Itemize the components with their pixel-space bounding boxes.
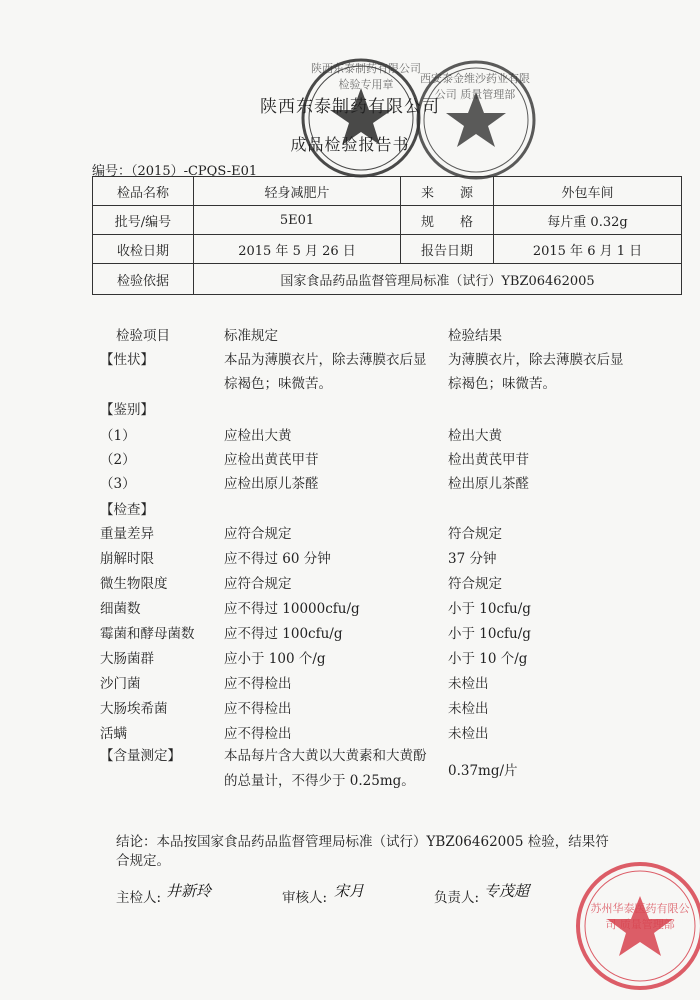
label-cell: 规 格	[401, 206, 494, 235]
value-cell: 5E01	[194, 206, 401, 235]
result-item: 大肠菌群	[100, 651, 154, 667]
stamp2-text: 西安泰金维沙药业有限公司 质量管理部	[420, 72, 530, 101]
result-value: 检出原儿茶醛	[448, 476, 529, 492]
result-item: 活螨	[100, 726, 127, 742]
result-value: 符合规定	[448, 576, 502, 592]
inspector-label: 主检人:	[116, 890, 162, 906]
basis-value: 国家食品药品监督管理局标准（试行）YBZ06462005	[194, 264, 682, 295]
result-standard: 应不得过 100cfu/g	[224, 626, 343, 642]
result-standard: 应不得过 10000cfu/g	[224, 601, 360, 617]
result-standard: 应不得检出	[224, 726, 292, 742]
value-cell: 外包车间	[494, 177, 682, 206]
header-result: 检验结果	[448, 328, 502, 344]
stamp3-text: 苏州华泰医药有限公司 质量管理部	[590, 902, 690, 931]
result-value: 符合规定	[448, 526, 502, 542]
result-standard: 应不得检出	[224, 676, 292, 692]
result-value: 棕褐色；味微苦。	[448, 376, 556, 392]
label-cell: 来 源	[401, 177, 494, 206]
report-title: 成品检验报告书	[290, 135, 410, 154]
result-value: 未检出	[448, 676, 489, 692]
result-value: 为薄膜衣片，除去薄膜衣后显	[448, 352, 624, 368]
table-row	[93, 264, 682, 295]
stamp1-text: 陕西东泰制药有限公司 检验专用章	[311, 62, 421, 91]
result-item: 崩解时限	[100, 551, 154, 567]
result-standard: 应不得检出	[224, 701, 292, 717]
conclusion-line1: 结论：本品按国家食品药品监督管理局标准（试行）YBZ06462005 检验，结果符	[116, 834, 609, 850]
result-item: （3）	[100, 476, 136, 492]
basis-label: 检验依据	[93, 264, 194, 295]
result-standard: 棕褐色；味微苦。	[224, 376, 332, 392]
label-cell: 收检日期	[93, 235, 194, 264]
table-row	[93, 177, 682, 206]
result-item: 【性状】	[100, 352, 154, 368]
label-cell: 检品名称	[93, 177, 194, 206]
header-standard: 标准规定	[224, 328, 278, 344]
value-cell: 每片重 0.32g	[494, 206, 682, 235]
inspector-signature: 井新玲	[166, 882, 212, 900]
conclusion-line2: 合规定。	[116, 853, 170, 869]
document-number: 编号：（2015）-CPQS-E01	[92, 164, 258, 179]
result-standard: 应检出原儿茶醛	[224, 476, 319, 492]
label-cell: 报告日期	[401, 235, 494, 264]
result-value: 检出大黄	[448, 428, 502, 444]
reviewer-signature: 宋月	[334, 882, 365, 900]
value-cell: 轻身减肥片	[194, 177, 401, 206]
result-standard: 应不得过 60 分钟	[224, 551, 331, 567]
result-standard: 应检出大黄	[224, 428, 292, 444]
result-value: 小于 10 个/g	[448, 651, 528, 667]
product-info-table	[92, 176, 682, 295]
header-item: 检验项目	[116, 328, 170, 344]
result-value: 小于 10cfu/g	[448, 626, 531, 642]
result-item: 霉菌和酵母菌数	[100, 626, 195, 642]
result-value: 37 分钟	[448, 551, 497, 567]
result-value: 未检出	[448, 701, 489, 717]
assay-standard-2: 的总量计，不得少于 0.25mg。	[224, 773, 415, 789]
result-item: （1）	[100, 428, 136, 444]
company-name: 陕西东泰制药有限公司	[260, 97, 440, 117]
result-item: 【检查】	[100, 502, 154, 518]
table-row	[93, 235, 682, 264]
label-cell: 批号/编号	[93, 206, 194, 235]
result-standard: 应小于 100 个/g	[224, 651, 326, 667]
result-item: 沙门菌	[100, 676, 141, 692]
assay-standard-1: 本品每片含大黄以大黄素和大黄酚	[224, 748, 427, 764]
result-item: 重量差异	[100, 526, 154, 542]
result-standard: 本品为薄膜衣片，除去薄膜衣后显	[224, 352, 427, 368]
value-cell: 2015 年 6 月 1 日	[494, 235, 682, 264]
table-row	[93, 206, 682, 235]
reviewer-label: 审核人:	[282, 890, 328, 906]
result-standard: 应符合规定	[224, 576, 292, 592]
responsible-label: 负责人:	[434, 890, 480, 906]
result-value: 小于 10cfu/g	[448, 601, 531, 617]
result-value: 未检出	[448, 726, 489, 742]
assay-result: 0.37mg/片	[448, 763, 518, 779]
result-value: 检出黄芪甲苷	[448, 452, 529, 468]
result-item: 【鉴别】	[100, 402, 154, 418]
result-item: 微生物限度	[100, 576, 168, 592]
assay-item: 【含量测定】	[100, 748, 181, 764]
result-item: 大肠埃希菌	[100, 701, 168, 717]
result-standard: 应检出黄芪甲苷	[224, 452, 319, 468]
result-item: 细菌数	[100, 601, 141, 617]
responsible-signature: 专茂超	[484, 882, 530, 900]
result-item: （2）	[100, 452, 136, 468]
value-cell: 2015 年 5 月 26 日	[194, 235, 401, 264]
result-standard: 应符合规定	[224, 526, 292, 542]
